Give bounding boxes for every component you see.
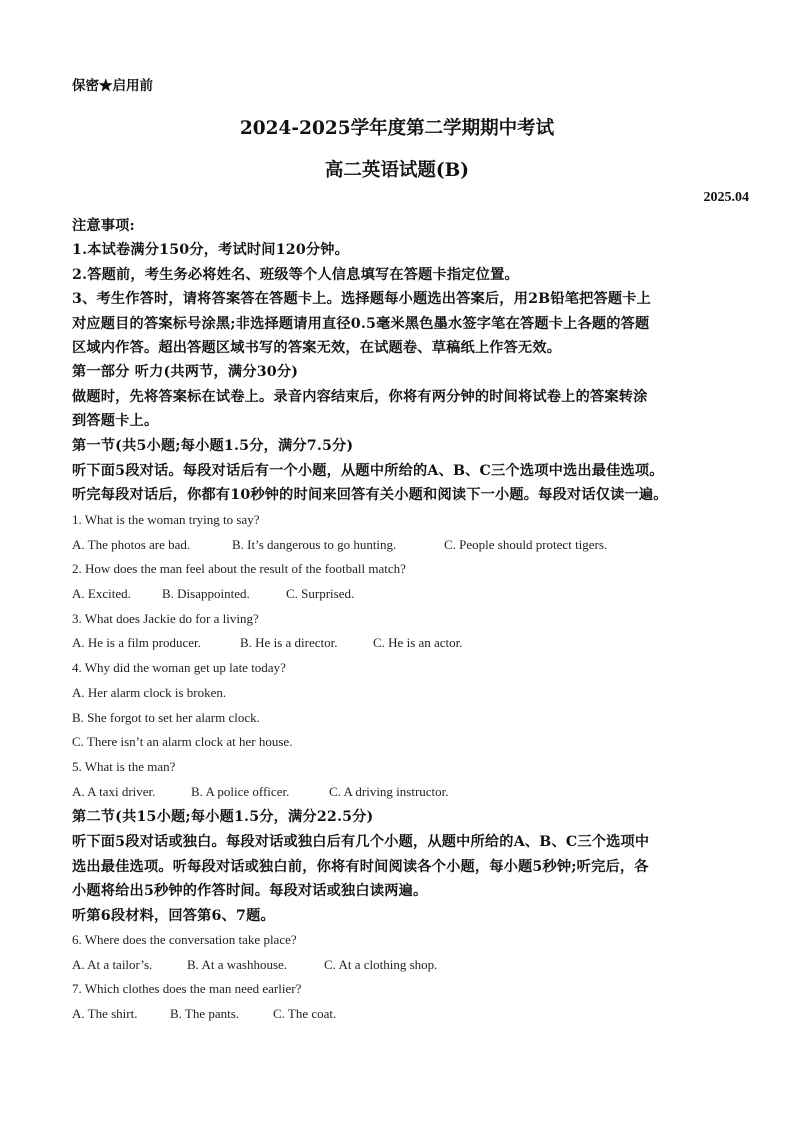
question-stem: 2. How does the man feel about the result of the football match? bbox=[72, 561, 406, 576]
question-stem: 6. Where does the conversation take place? bbox=[72, 932, 297, 947]
note-item: 3、考生作答时，请将答案答在答题卡上。选择题每小题选出答案后，用2B铅笔把答题卡上 bbox=[72, 291, 652, 307]
option-b: B. At a washhouse. bbox=[187, 957, 288, 972]
option-b: B. She forgot to set her alarm clock. bbox=[72, 710, 260, 725]
option-b: B. A police officer. bbox=[191, 784, 290, 799]
option-c: C. There isn’t an alarm clock at her house. bbox=[72, 734, 293, 749]
exam-date: 2025.04 bbox=[703, 190, 749, 205]
question-stem: 1. What is the woman trying to say? bbox=[72, 512, 260, 527]
notes-heading: 注意事项: bbox=[72, 218, 135, 234]
section2-heading: 第二节(共15小题;每小题1.5分，满分22.5分) bbox=[72, 809, 374, 825]
section2-instruction: 听下面5段对话或独白。每段对话或独白后有几个小题，从题中所给的A、B、C三个选项中 bbox=[72, 834, 650, 850]
section1-heading: 第一节(共5小题;每小题1.5分，满分7.5分) bbox=[72, 438, 354, 454]
option-a: A. He is a film producer. bbox=[72, 635, 201, 650]
option-a: A. A taxi driver. bbox=[72, 784, 156, 799]
part1-instruction: 做题时，先将答案标在试卷上。录音内容结束后，你将有两分钟的时间将试卷上的答案转涂 bbox=[72, 389, 648, 405]
part1-heading: 第一部分 听力(共两节，满分30分) bbox=[72, 364, 299, 380]
option-a: A. At a tailor’s. bbox=[72, 957, 153, 972]
section2-instruction: 选出最佳选项。听每段对话或独白前，你将有时间阅读各个小题，每小题5秒钟;听完后，各 bbox=[72, 859, 649, 875]
question-stem: 4. Why did the woman get up late today? bbox=[72, 660, 286, 675]
option-c: C. A driving instructor. bbox=[329, 784, 449, 799]
option-a: A. The shirt. bbox=[72, 1006, 138, 1021]
option-c: C. At a clothing shop. bbox=[324, 957, 438, 972]
option-b: B. It’s dangerous to go hunting. bbox=[232, 537, 397, 552]
option-b: B. He is a director. bbox=[240, 635, 338, 650]
section1-instruction: 听完每段对话后，你都有10秒钟的时间来回答有关小题和阅读下一小题。每段对话仅读一遍。 bbox=[72, 487, 668, 503]
option-a: A. The photos are bad. bbox=[72, 537, 191, 552]
question-stem: 3. What does Jackie do for a living? bbox=[72, 611, 259, 626]
material-instruction: 听第6段材料，回答第6、7题。 bbox=[72, 908, 275, 924]
option-b: B. The pants. bbox=[170, 1006, 240, 1021]
option-c: C. He is an actor. bbox=[373, 635, 463, 650]
option-b: B. Disappointed. bbox=[162, 586, 250, 601]
option-c: C. People should protect tigers. bbox=[444, 537, 608, 552]
option-c: C. Surprised. bbox=[286, 586, 355, 601]
section1-instruction: 听下面5段对话。每段对话后有一个小题，从题中所给的A、B、C三个选项中选出最佳选项。 bbox=[72, 463, 664, 479]
question-stem: 5. What is the man? bbox=[72, 759, 176, 774]
section2-instruction: 小题将给出5秒钟的作答时间。每段对话或独白读两遍。 bbox=[72, 883, 428, 899]
exam-title: 2024-2025学年度第二学期期中考试 bbox=[239, 118, 555, 139]
note-item: 1.本试卷满分150分，考试时间120分钟。 bbox=[72, 242, 350, 258]
exam-subtitle: 高二英语试题(B) bbox=[324, 160, 470, 181]
option-a: A. Excited. bbox=[72, 586, 131, 601]
option-a: A. Her alarm clock is broken. bbox=[72, 685, 227, 700]
note-item: 区域内作答。超出答题区域书写的答案无效，在试题卷、草稿纸上作答无效。 bbox=[72, 340, 562, 356]
confidential-label: 保密★启用前 bbox=[72, 78, 153, 94]
note-item: 对应题目的答案标号涂黑;非选择题请用直径0.5毫米黑色墨水签字笔在答题卡上各题的答题 bbox=[72, 316, 650, 332]
option-c: C. The coat. bbox=[273, 1006, 337, 1021]
question-stem: 7. Which clothes does the man need earlier? bbox=[72, 981, 302, 996]
part1-instruction: 到答题卡上。 bbox=[72, 413, 159, 429]
note-item: 2.答题前，考生务必将姓名、班级等个人信息填写在答题卡指定位置。 bbox=[72, 267, 519, 283]
